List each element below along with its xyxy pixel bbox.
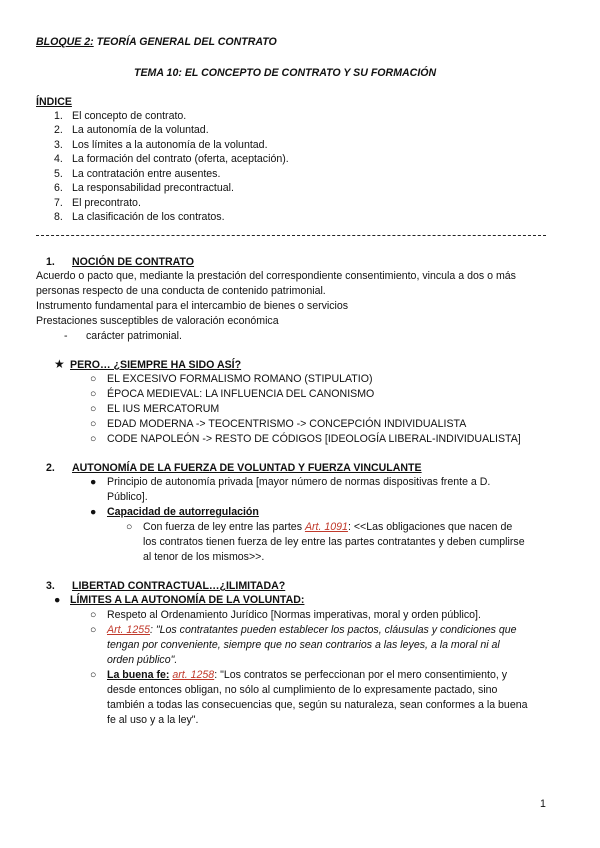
dash-item: carácter patrimonial.	[86, 330, 182, 342]
art-1091-line: Con fuerza de ley entre las partes Art. 1091: <<Las obligaciones que nacen de	[143, 521, 513, 533]
list-item: 7.	[54, 197, 63, 209]
quote-line: al tenor de los mismos>>.	[143, 551, 265, 563]
list-item-text: La autonomía de la voluntad.	[72, 124, 209, 136]
section-1-number: 1.	[46, 256, 55, 268]
disc-bullet-icon: ●	[90, 476, 97, 488]
limits-heading: LÍMITES A LA AUTONOMÍA DE LA VOLUNTAD:	[70, 594, 305, 606]
list-item: EL EXCESIVO FORMALISMO ROMANO (STIPULATIO)	[107, 373, 373, 385]
list-item: 3.	[54, 139, 63, 151]
section-1-line: Prestaciones susceptibles de valoración económica	[36, 315, 279, 327]
list-item: EL IUS MERCATORUM	[107, 403, 220, 415]
block-heading	[36, 35, 277, 50]
art-1258-line: La buena fe: art. 1258: "Los contratos se perfeccionan por el mero consentimiento, y	[107, 669, 508, 681]
circle-bullet-icon: ○	[90, 433, 97, 445]
block-label: BLOQUE 2:	[36, 36, 94, 48]
quote-line: orden público".	[107, 654, 178, 666]
section-1-line: personas respecto de una conducta de contenido patrimonial.	[36, 285, 326, 297]
section-2-number: 2.	[46, 462, 55, 474]
circle-bullet-icon: ○	[90, 418, 97, 430]
theme-title: TEMA 10: EL CONCEPTO DE CONTRATO Y SU FORMACIÓN	[134, 67, 437, 79]
list-item-text: La contratación entre ausentes.	[72, 168, 221, 180]
list-item: 5.	[54, 168, 63, 180]
dash-bullet: -	[64, 330, 68, 342]
index-title: ÍNDICE	[36, 96, 72, 108]
star-icon: ★	[54, 357, 65, 371]
list-item-text: El concepto de contrato.	[72, 110, 187, 122]
circle-bullet-icon: ○	[90, 609, 97, 621]
quote-line: los contratos tienen fuerza de ley entre las partes contratantes y deben cumplirse	[143, 536, 525, 548]
list-item: 2.	[54, 124, 63, 136]
list-item: Respeto al Ordenamiento Jurídico [Normas imperativas, moral y orden público].	[107, 609, 481, 621]
list-item: 6.	[54, 182, 63, 194]
list-item: 1.	[54, 110, 63, 122]
section-3-title: LIBERTAD CONTRACTUAL…¿ILIMITADA?	[72, 580, 286, 592]
list-item-text: La formación del contrato (oferta, aceptación).	[72, 153, 289, 165]
art-1255-line: Art. 1255: "Los contratantes pueden establecer los pactos, cláusulas y condiciones que	[107, 624, 517, 636]
art-1255-link[interactable]: Art. 1255	[107, 624, 150, 636]
list-item: 4.	[54, 153, 63, 165]
capacity-heading: Capacidad de autorregulación	[107, 506, 259, 518]
bullet-line: Público].	[107, 491, 148, 503]
art-1091-link[interactable]: Art. 1091	[304, 521, 348, 533]
circle-bullet-icon: ○	[90, 669, 97, 681]
section-2-title: AUTONOMÍA DE LA FUERZA DE VOLUNTAD Y FUERZA VINCULANTE	[72, 462, 422, 474]
list-item: ÉPOCA MEDIEVAL: LA INFLUENCIA DEL CANONISMO	[107, 388, 375, 400]
quote-line: desde entonces obligan, no sólo al cumplimiento de lo expresamente pactado, sino	[107, 684, 498, 696]
bullet-line: Principio de autonomía privada [mayor número de normas dispositivas frente a D.	[107, 476, 491, 488]
section-1-title: NOCIÓN DE CONTRATO	[72, 256, 195, 268]
good-faith-label: La buena fe:	[107, 669, 170, 681]
list-item: CODE NAPOLEÓN -> RESTO DE CÓDIGOS [IDEOLOGÍA LIBERAL-INDIVIDUALISTA]	[107, 433, 521, 445]
circle-bullet-icon: ○	[90, 388, 97, 400]
circle-bullet-icon: ○	[126, 521, 133, 533]
disc-bullet-icon: ●	[90, 506, 97, 518]
section-1-line: Instrumento fundamental para el intercambio de bienes o servicios	[36, 300, 349, 312]
list-item-text: La clasificación de los contratos.	[72, 211, 225, 223]
quote-line: tengan por conveniente, siempre que no sean contrarios a las leyes, a la moral ni al	[107, 639, 500, 651]
section-1-line: Acuerdo o pacto que, mediante la prestación del correspondiente consentimiento, vincula a dos o más	[36, 270, 516, 282]
art-1258-link[interactable]: art. 1258	[172, 669, 215, 681]
list-item-text: Los límites a la autonomía de la voluntad.	[72, 139, 268, 151]
list-item: 8.	[54, 211, 63, 223]
section-3-number: 3.	[46, 580, 55, 592]
circle-bullet-icon: ○	[90, 373, 97, 385]
circle-bullet-icon: ○	[90, 403, 97, 415]
disc-bullet-icon: ●	[54, 594, 61, 606]
circle-bullet-icon: ○	[90, 624, 97, 636]
list-item-text: La responsabilidad precontractual.	[72, 182, 234, 194]
block-title: TEORÍA GENERAL DEL CONTRATO	[93, 36, 277, 48]
star-title: PERO… ¿SIEMPRE HA SIDO ASÍ?	[70, 359, 242, 371]
list-item-text: El precontrato.	[72, 197, 141, 209]
quote-line: fe al uso y a la ley".	[107, 714, 199, 726]
page-number: 1	[540, 798, 546, 810]
list-item: EDAD MODERNA -> TEOCENTRISMO -> CONCEPCIÓN INDIVIDUALISTA	[107, 418, 467, 430]
quote-line: también a todas las consecuencias que, según su naturaleza, sean conformes a la buena	[107, 699, 528, 711]
section-divider	[36, 235, 546, 236]
